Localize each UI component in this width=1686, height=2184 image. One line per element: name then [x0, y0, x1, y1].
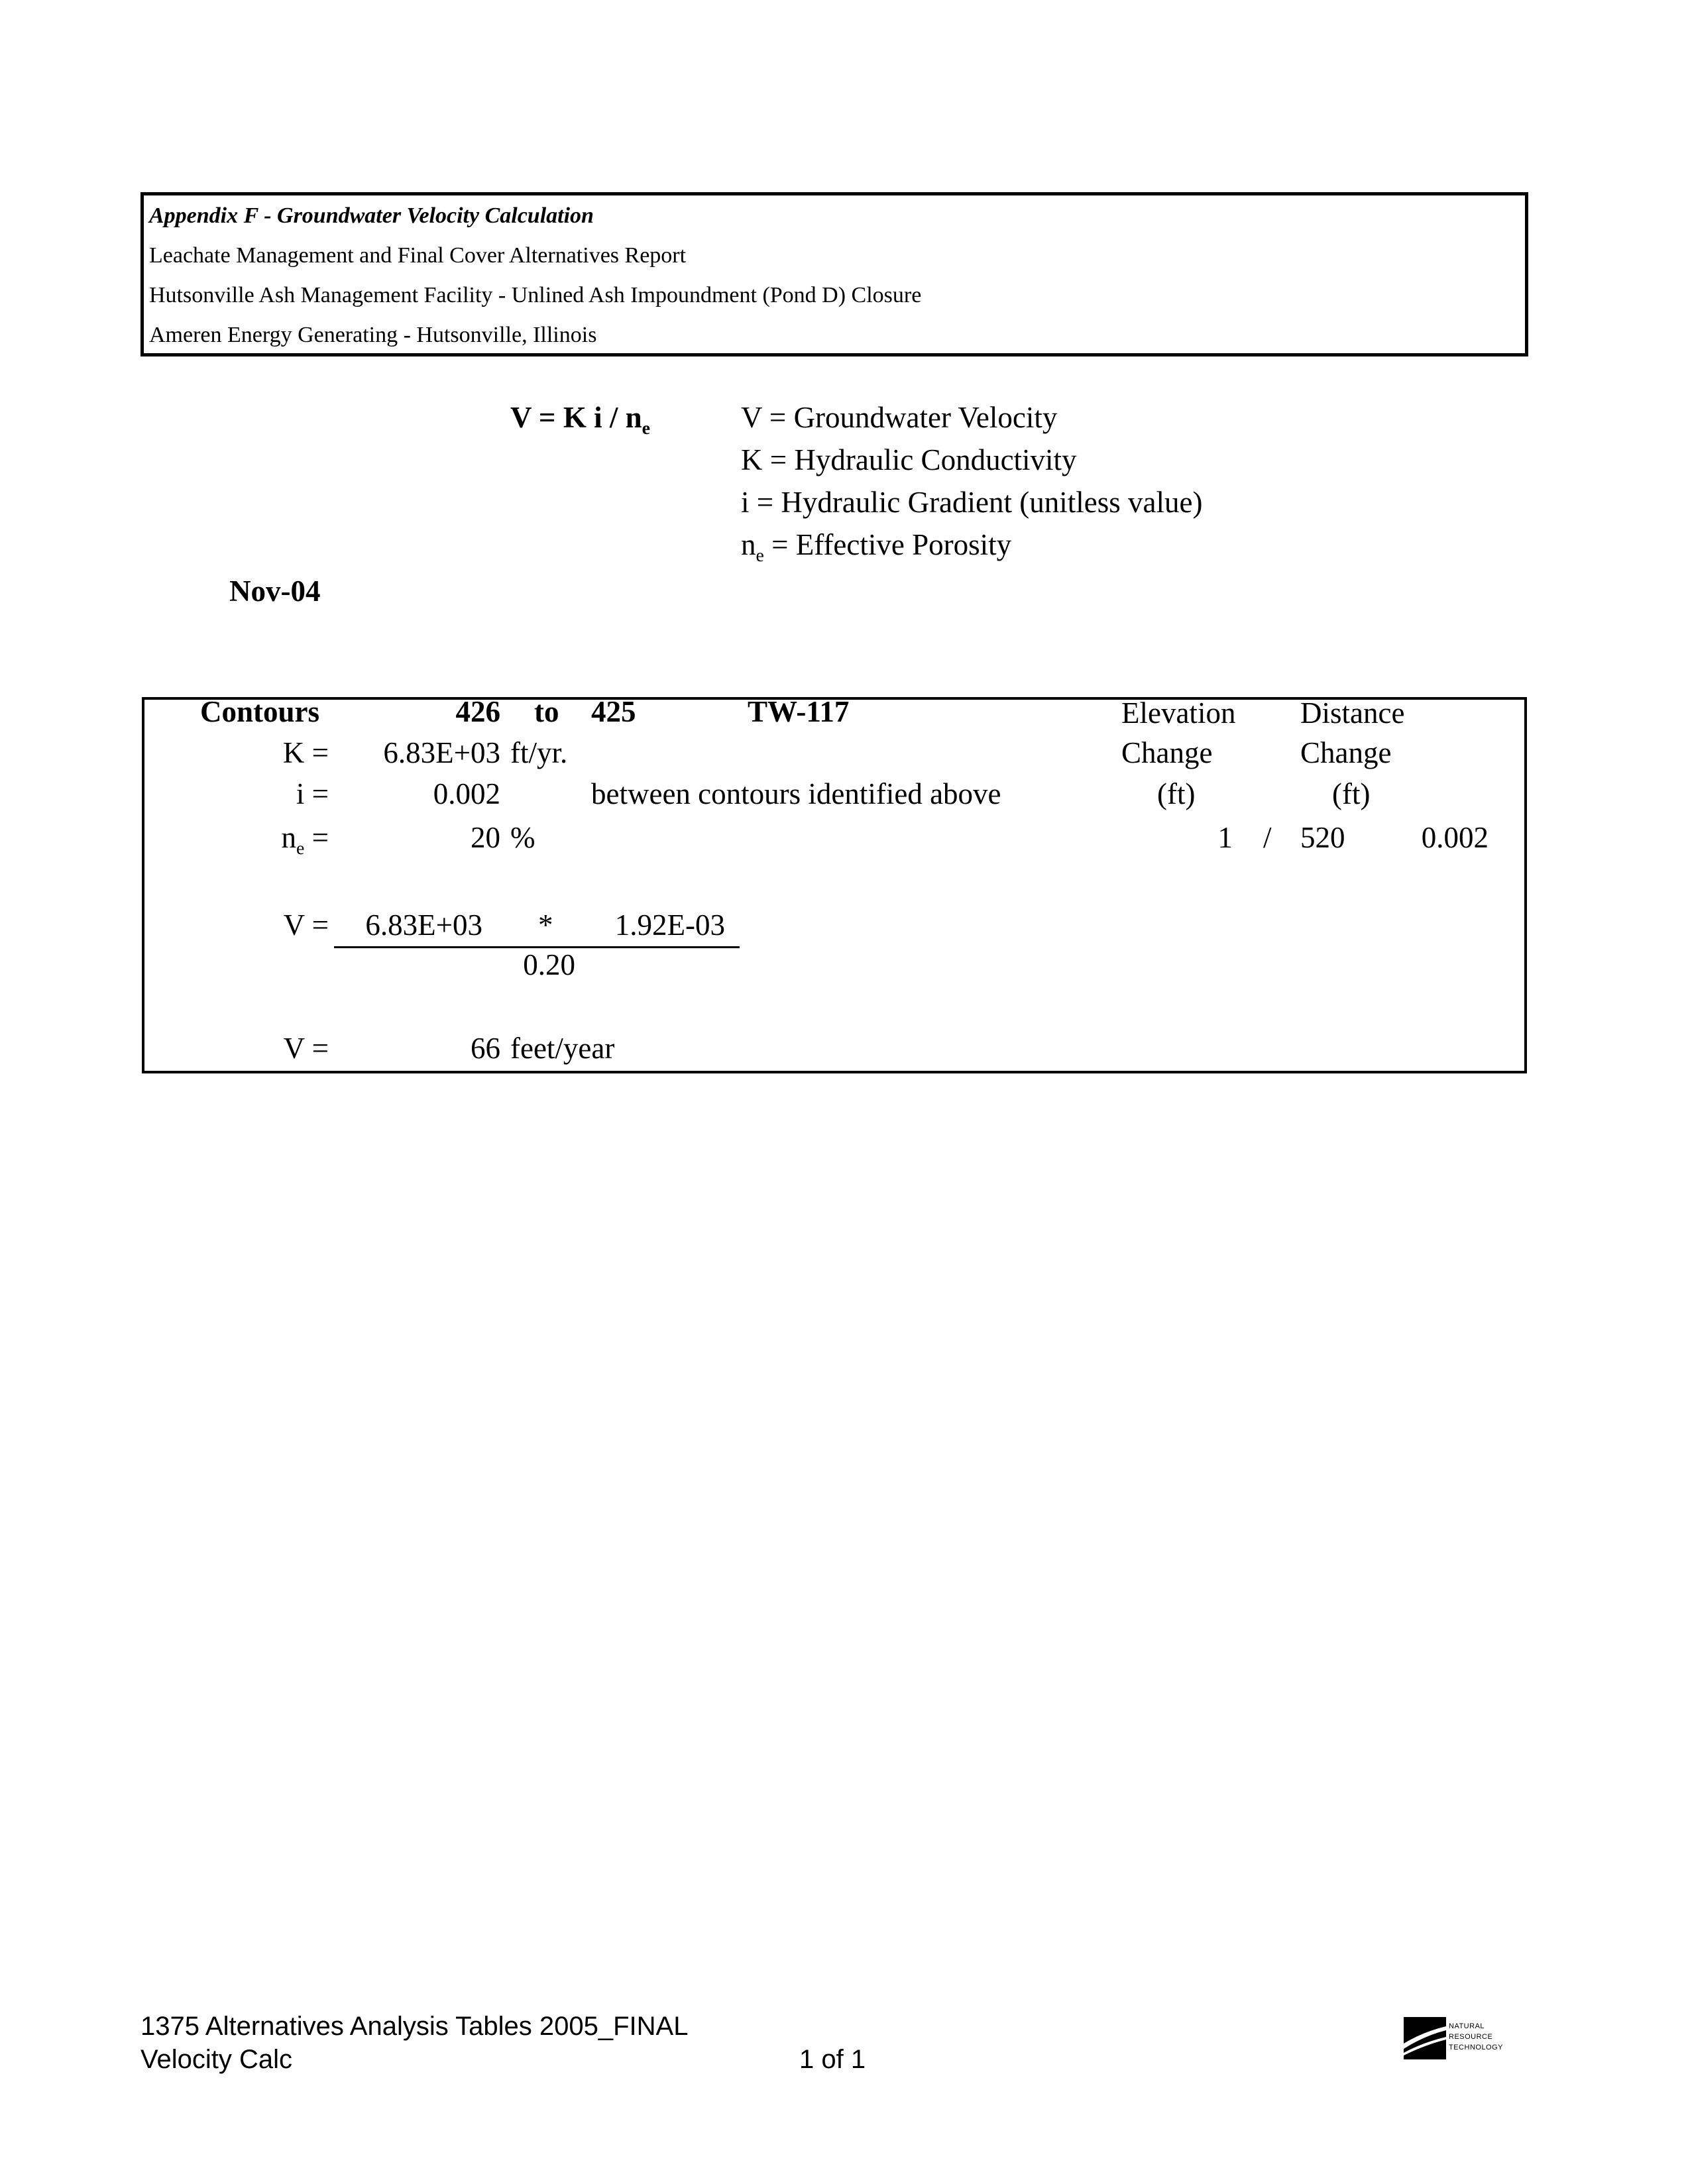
v-result-unit: feet/year	[510, 1032, 615, 1065]
k-unit: ft/yr.	[510, 736, 568, 769]
ratio-slash: /	[1263, 821, 1272, 854]
logo-text-1: NATURAL	[1449, 2022, 1485, 2030]
elevation-header-2: Change	[1121, 736, 1213, 769]
distance-header-1: Distance	[1300, 696, 1405, 730]
n-value: 20	[471, 821, 500, 854]
def-velocity: V = Groundwater Velocity	[741, 401, 1058, 434]
def-porosity: $n_e$ = Effective Porosity	[741, 528, 1012, 566]
appendix-title: Appendix F - Groundwater Velocity Calculation	[149, 203, 594, 228]
logo-text-3: TECHNOLOGY	[1449, 2044, 1504, 2051]
contour-to: 425	[591, 695, 636, 728]
i-label: i =	[296, 777, 329, 810]
logo-text-2: RESOURCE	[1449, 2033, 1493, 2041]
v-eq-label: V =	[283, 908, 329, 942]
v-result-label: V =	[283, 1032, 329, 1065]
v-result-value: 66	[471, 1032, 500, 1065]
elevation-header-3: (ft)	[1157, 777, 1196, 810]
contour-from: 426	[455, 695, 500, 728]
k-label: K =	[282, 736, 329, 769]
def-conductivity: K = Hydraulic Conductivity	[741, 443, 1077, 476]
well-id: TW-117	[748, 695, 850, 728]
velocity-formula: V = K i / $n_e$	[510, 401, 651, 439]
i-note: between contours identified above	[591, 777, 1001, 810]
elevation-change-value: 1	[1217, 821, 1233, 854]
elevation-header-1: Elevation	[1121, 696, 1236, 730]
contours-label: Contours	[200, 695, 320, 728]
distance-header-2: Change	[1300, 736, 1392, 769]
gradient-value: 0.002	[1421, 821, 1489, 854]
date-label: Nov-04	[229, 574, 321, 608]
v-numerator-i: 1.92E-03	[614, 908, 725, 942]
n-unit: %	[510, 821, 535, 854]
footer-sheet-name: Velocity Calc	[140, 2045, 292, 2074]
natural-resource-technology-logo	[1404, 2014, 1510, 2067]
v-numerator-k: 6.83E+03	[365, 908, 482, 942]
n-label: $n_e$ =	[281, 821, 329, 859]
def-gradient: i = Hydraulic Gradient (unitless value)	[741, 486, 1203, 519]
v-times: *	[538, 908, 553, 942]
report-name: Leachate Management and Final Cover Alternatives Report	[149, 243, 687, 268]
v-denominator: 0.20	[523, 948, 575, 981]
footer-file-name: 1375 Alternatives Analysis Tables 2005_FINAL	[140, 2012, 689, 2041]
distance-header-3: (ft)	[1332, 777, 1371, 810]
logo-mark-icon	[1404, 2017, 1446, 2059]
company-location: Ameren Energy Generating - Hutsonville, Illinois	[149, 323, 597, 347]
report-header-box	[140, 192, 1528, 356]
to-label: to	[534, 695, 559, 728]
distance-change-value: 520	[1300, 821, 1345, 854]
k-value: 6.83E+03	[383, 736, 500, 769]
i-value: 0.002	[433, 777, 500, 810]
facility-name: Hutsonville Ash Management Facility - Unlined Ash Impoundment (Pond D) Closure	[149, 283, 922, 307]
footer-page-number: 1 of 1	[799, 2045, 866, 2074]
